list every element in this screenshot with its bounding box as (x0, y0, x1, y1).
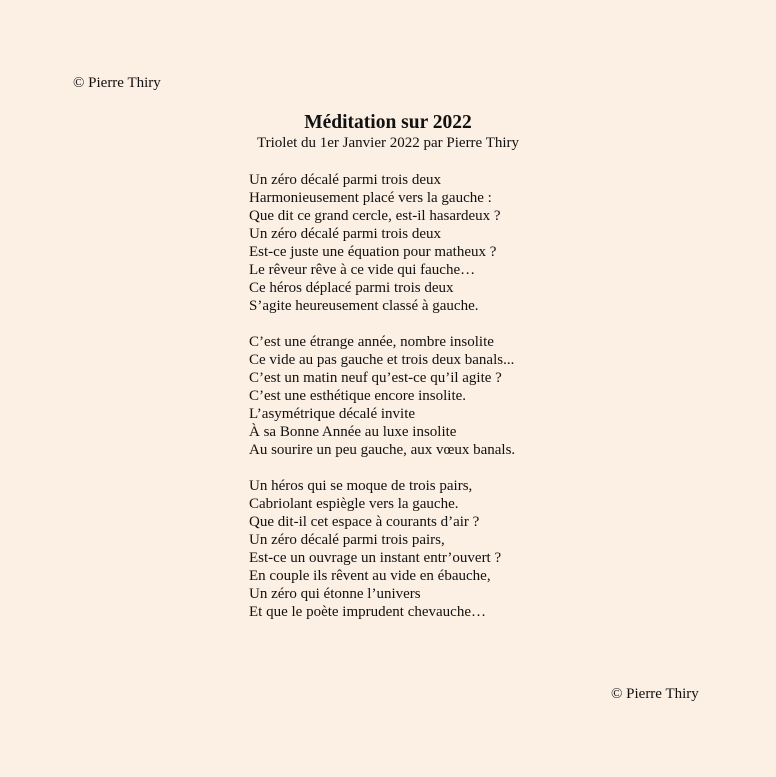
poem-line: Est-ce juste une équation pour matheux ? (249, 244, 497, 260)
poem-line: C’est une esthétique encore insolite. (249, 388, 467, 404)
poem-line: Au sourire un peu gauche, aux vœux banals. (249, 442, 516, 458)
poem-line: Que dit-il cet espace à courants d’air ? (249, 514, 480, 530)
poem-line: Un zéro qui étonne l’univers (249, 586, 421, 602)
poem-line: Et que le poète imprudent chevauche… (249, 604, 486, 620)
poem-line: Un zéro décalé parmi trois deux (249, 226, 442, 242)
poem-line: Ce héros déplacé parmi trois deux (249, 280, 454, 296)
stanza-2 (249, 333, 515, 459)
poem-title: Méditation sur 2022 (304, 112, 472, 133)
poem-line: Un héros qui se moque de trois pairs, (249, 478, 473, 494)
copyright-notice-top: © Pierre Thiry (73, 75, 161, 91)
copyright-notice-bottom: © Pierre Thiry (611, 686, 699, 702)
poem-line: Que dit ce grand cercle, est-il hasardeux ? (249, 208, 501, 224)
poem-body (249, 171, 515, 639)
stanza-1 (249, 171, 515, 315)
poem-line: Un zéro décalé parmi trois deux (249, 172, 442, 188)
poem-line: C’est un matin neuf qu’est-ce qu’il agite ? (249, 370, 502, 386)
poem-line: À sa Bonne Année au luxe insolite (249, 424, 457, 440)
poem-line: Harmonieusement placé vers la gauche : (249, 190, 492, 206)
poem-line: Le rêveur rêve à ce vide qui fauche… (249, 262, 476, 278)
poem-subtitle: Triolet du 1er Janvier 2022 par Pierre Thiry (256, 135, 520, 151)
stanza-3 (249, 477, 515, 621)
poem-line: L’asymétrique décalé invite (249, 406, 416, 422)
poem-line: Un zéro décalé parmi trois pairs, (249, 532, 445, 548)
poem-line: Cabriolant espiègle vers la gauche. (249, 496, 459, 512)
poem-line: Est-ce un ouvrage un instant entr’ouvert ? (249, 550, 502, 566)
poem-line: S’agite heureusement classé à gauche. (249, 298, 479, 314)
poem-line: C’est une étrange année, nombre insolite (249, 334, 494, 350)
poem-line: Ce vide au pas gauche et trois deux banals... (249, 352, 515, 368)
poem-line: En couple ils rêvent au vide en ébauche, (249, 568, 491, 584)
